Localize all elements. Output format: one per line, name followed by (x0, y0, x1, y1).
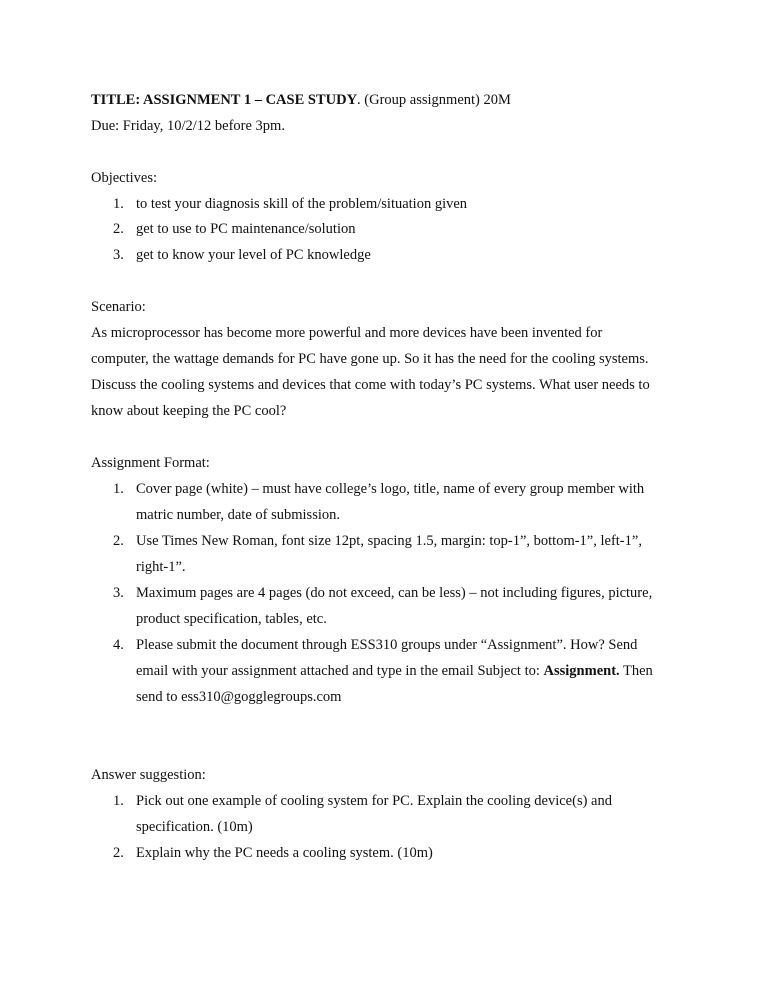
paragraph-line: Discuss the cooling systems and devices that come with today’s PC systems. What user needs to (91, 377, 650, 393)
list-number: 4. (113, 637, 124, 653)
paragraph-line: computer, the wattage demands for PC have gone up. So it has the need for the cooling systems. (91, 351, 649, 367)
list-text: get to use to PC maintenance/solution (136, 221, 356, 237)
paragraph-line: As microprocessor has become more powerful and more devices have been invented for (91, 325, 603, 341)
objectives-heading: Objectives: (91, 170, 158, 186)
assignment-title: TITLE: ASSIGNMENT 1 – CASE STUDY. (Group assignment) 20M (91, 92, 511, 108)
list-number: 3. (113, 247, 124, 263)
scenario-heading: Scenario: (91, 299, 146, 315)
list-number: 1. (113, 196, 124, 212)
list-text: Pick out one example of cooling system for PC. Explain the cooling device(s) and (136, 793, 612, 809)
email-address: send to ess310@gogglegroups.com (136, 689, 342, 705)
list-text: product specification, tables, etc. (136, 611, 327, 627)
list-number: 2. (113, 533, 124, 549)
list-text: right-1”. (136, 559, 186, 575)
list-text: get to know your level of PC knowledge (136, 247, 371, 263)
paragraph-line: know about keeping the PC cool? (91, 403, 287, 419)
list-number: 3. (113, 585, 124, 601)
list-text: Please submit the document through ESS310 groups under “Assignment”. How? Send (136, 637, 638, 653)
due-date: Due: Friday, 10/2/12 before 3pm. (91, 118, 285, 134)
list-text: matric number, date of submission. (136, 507, 340, 523)
list-text: Explain why the PC needs a cooling system. (10m) (136, 845, 433, 861)
list-text: Cover page (white) – must have college’s logo, title, name of every group member with (136, 481, 645, 497)
list-text: Use Times New Roman, font size 12pt, spacing 1.5, margin: top-1”, bottom-1”, left-1”, (136, 533, 642, 549)
list-text: to test your diagnosis skill of the problem/situation given (136, 196, 468, 212)
list-number: 1. (113, 481, 124, 497)
subject-keyword: Assignment. (543, 663, 620, 679)
list-text: Maximum pages are 4 pages (do not exceed, can be less) – not including figures, picture, (136, 585, 653, 601)
format-heading: Assignment Format: (91, 455, 210, 471)
list-number: 2. (113, 221, 124, 237)
list-text: email with your assignment attached and type in the email Subject to: Assignment. Then (136, 663, 653, 679)
list-text: specification. (10m) (136, 819, 253, 835)
list-number: 1. (113, 793, 124, 809)
list-number: 2. (113, 845, 124, 861)
answer-heading: Answer suggestion: (91, 767, 206, 783)
